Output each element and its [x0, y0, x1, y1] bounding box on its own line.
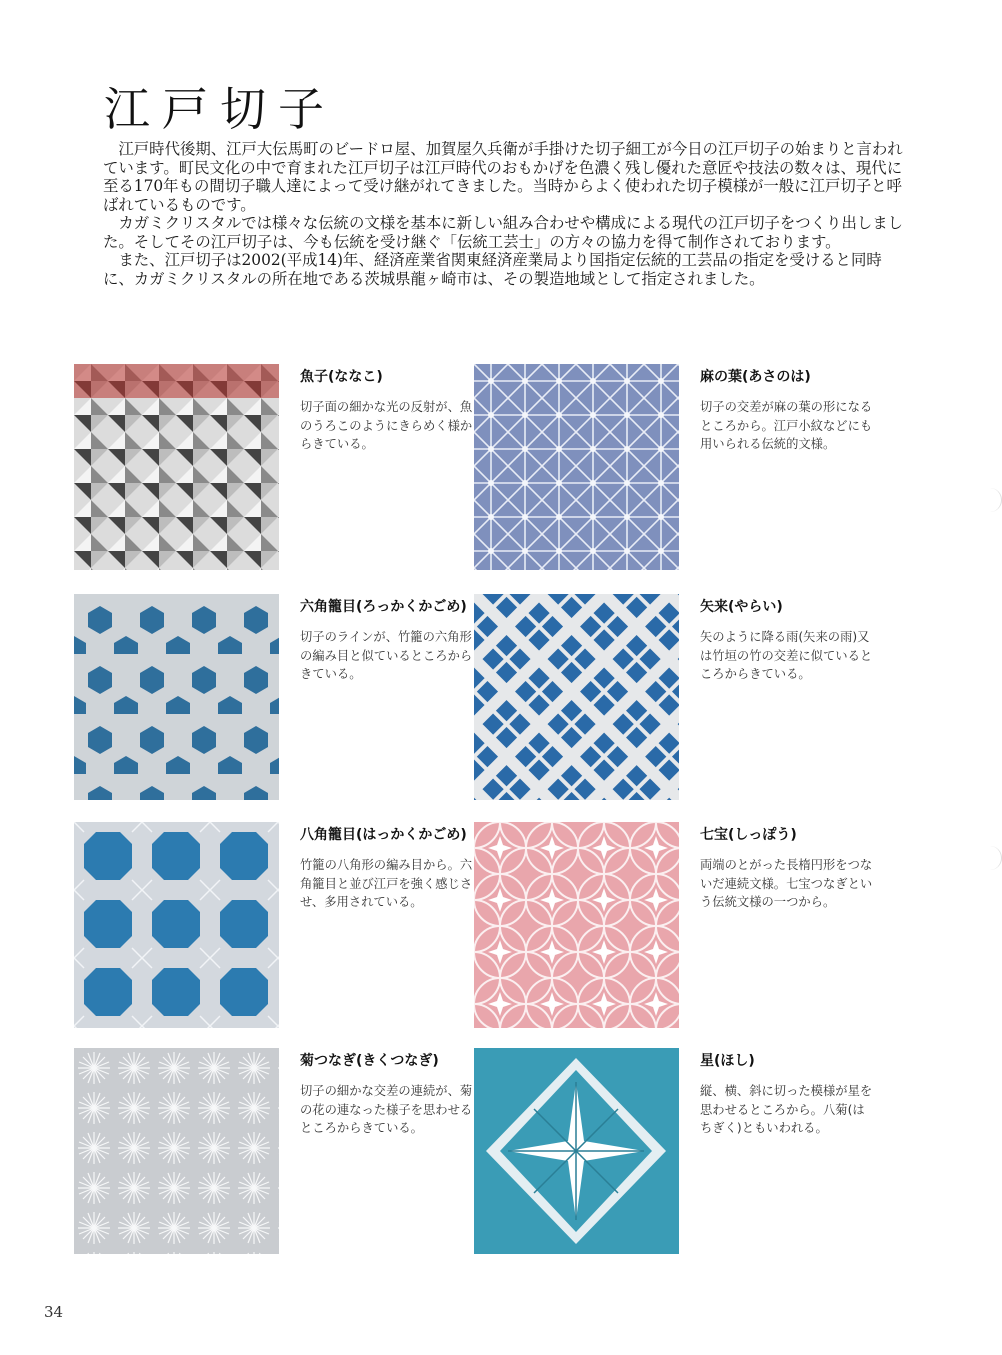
- nanako-swatch: [74, 364, 279, 570]
- rokkaku-kagome-pattern-icon: [74, 594, 279, 800]
- intro-paragraph: カガミクリスタルでは様々な伝統の文様を基本に新しい組み合わせや構成による現代の江戸切子をつくり出しました。そしてその江戸切子は、今も伝統を受け継ぐ「伝統工芸士」の方々の協力を得て制作されております。: [103, 214, 904, 251]
- pattern-name: 矢来(やらい): [700, 599, 783, 615]
- pattern-desc: 切子の細かな交差の連続が、菊の花の連なった様子を思わせるところからきている。: [300, 1084, 473, 1135]
- shippo-swatch: [474, 822, 679, 1028]
- pattern-name: 菊つなぎ(きくつなぎ): [300, 1053, 439, 1069]
- pattern-caption: [300, 1050, 475, 1138]
- yarai-swatch: [474, 594, 679, 800]
- intro-paragraph: 江戸時代後期、江戸大伝馬町のビードロ屋、加賀屋久兵衛が手掛けた切子細工が今日の江戸切子の始まりと言われています。町民文化の中で育まれた江戸切子は江戸時代のおもかげを色濃く残し優れた意匠や技法の数々は、現代に至る170年もの間切子職人達によって受け継がれてきました。当時からよく使われた切子模様が一般に江戸切子と呼ばれているものです。: [103, 140, 903, 214]
- pattern-desc: 縦、横、斜に切った模様が星を思わせるところから。八菊(はちぎく)ともいわれる。: [700, 1084, 873, 1135]
- pattern-caption: [300, 596, 475, 684]
- pattern-desc: 切子面の細かな光の反射が、魚のうろこのようにきらめく様からきている。: [300, 400, 473, 451]
- pattern-name: 魚子(ななこ): [300, 369, 383, 385]
- page-tab-mark: [967, 488, 1002, 512]
- pattern-caption: [700, 366, 875, 454]
- shippo-pattern-icon: [474, 822, 679, 1028]
- pattern-desc: 切子の交差が麻の葉の形になるところから。江戸小紋などにも用いられる伝統的文様。: [700, 400, 873, 451]
- pattern-name: 星(ほし): [700, 1053, 755, 1069]
- hakkaku-kagome-pattern-icon: [74, 822, 279, 1028]
- hoshi-swatch: [474, 1048, 679, 1254]
- pattern-name: 七宝(しっぽう): [700, 827, 797, 843]
- asanoha-swatch: [474, 364, 679, 570]
- pattern-caption: [700, 596, 875, 684]
- page-tab-mark: [967, 846, 1002, 870]
- kiku-tsunagi-swatch: [74, 1048, 279, 1254]
- pattern-name: 六角籠目(ろっかくかごめ): [300, 599, 467, 615]
- page-number: 34: [44, 1303, 64, 1321]
- page-title: 江戸切子: [104, 82, 336, 136]
- nanako-pattern-icon: [74, 364, 279, 570]
- hakkaku-kagome-swatch: [74, 822, 279, 1028]
- asanoha-pattern-icon: [474, 364, 679, 570]
- yarai-pattern-icon: [474, 594, 679, 800]
- pattern-caption: [700, 1050, 875, 1138]
- kiku-tsunagi-pattern-icon: [74, 1048, 279, 1254]
- intro-text: [103, 140, 911, 288]
- pattern-desc: 切子のラインが、竹籠の六角形の編み目と似ているところからきている。: [300, 630, 473, 681]
- rokkaku-kagome-swatch: [74, 594, 279, 800]
- pattern-desc: 両端のとがった長楕円形をつないだ連続文様。七宝つなぎという伝統文様の一つから。: [700, 858, 873, 909]
- pattern-desc: 竹籠の八角形の編み目から。六角籠目と並び江戸を強く感じさせ、多用されている。: [300, 858, 473, 909]
- intro-paragraph: また、江戸切子は2002(平成14)年、経済産業省関東経済産業局より国指定伝統的工芸品の指定を受けると同時に、カガミクリスタルの所在地である茨城県龍ヶ崎市は、その製造地域として指定されました。: [103, 251, 882, 288]
- pattern-desc: 矢のように降る雨(矢来の雨)又は竹垣の竹の交差に似ているところからきている。: [700, 630, 873, 681]
- pattern-caption: [300, 824, 475, 912]
- hoshi-pattern-icon: [474, 1048, 679, 1254]
- pattern-caption: [700, 824, 875, 912]
- pattern-caption: [300, 366, 475, 454]
- pattern-name: 麻の葉(あさのは): [700, 369, 811, 385]
- pattern-name: 八角籠目(はっかくかごめ): [300, 827, 467, 843]
